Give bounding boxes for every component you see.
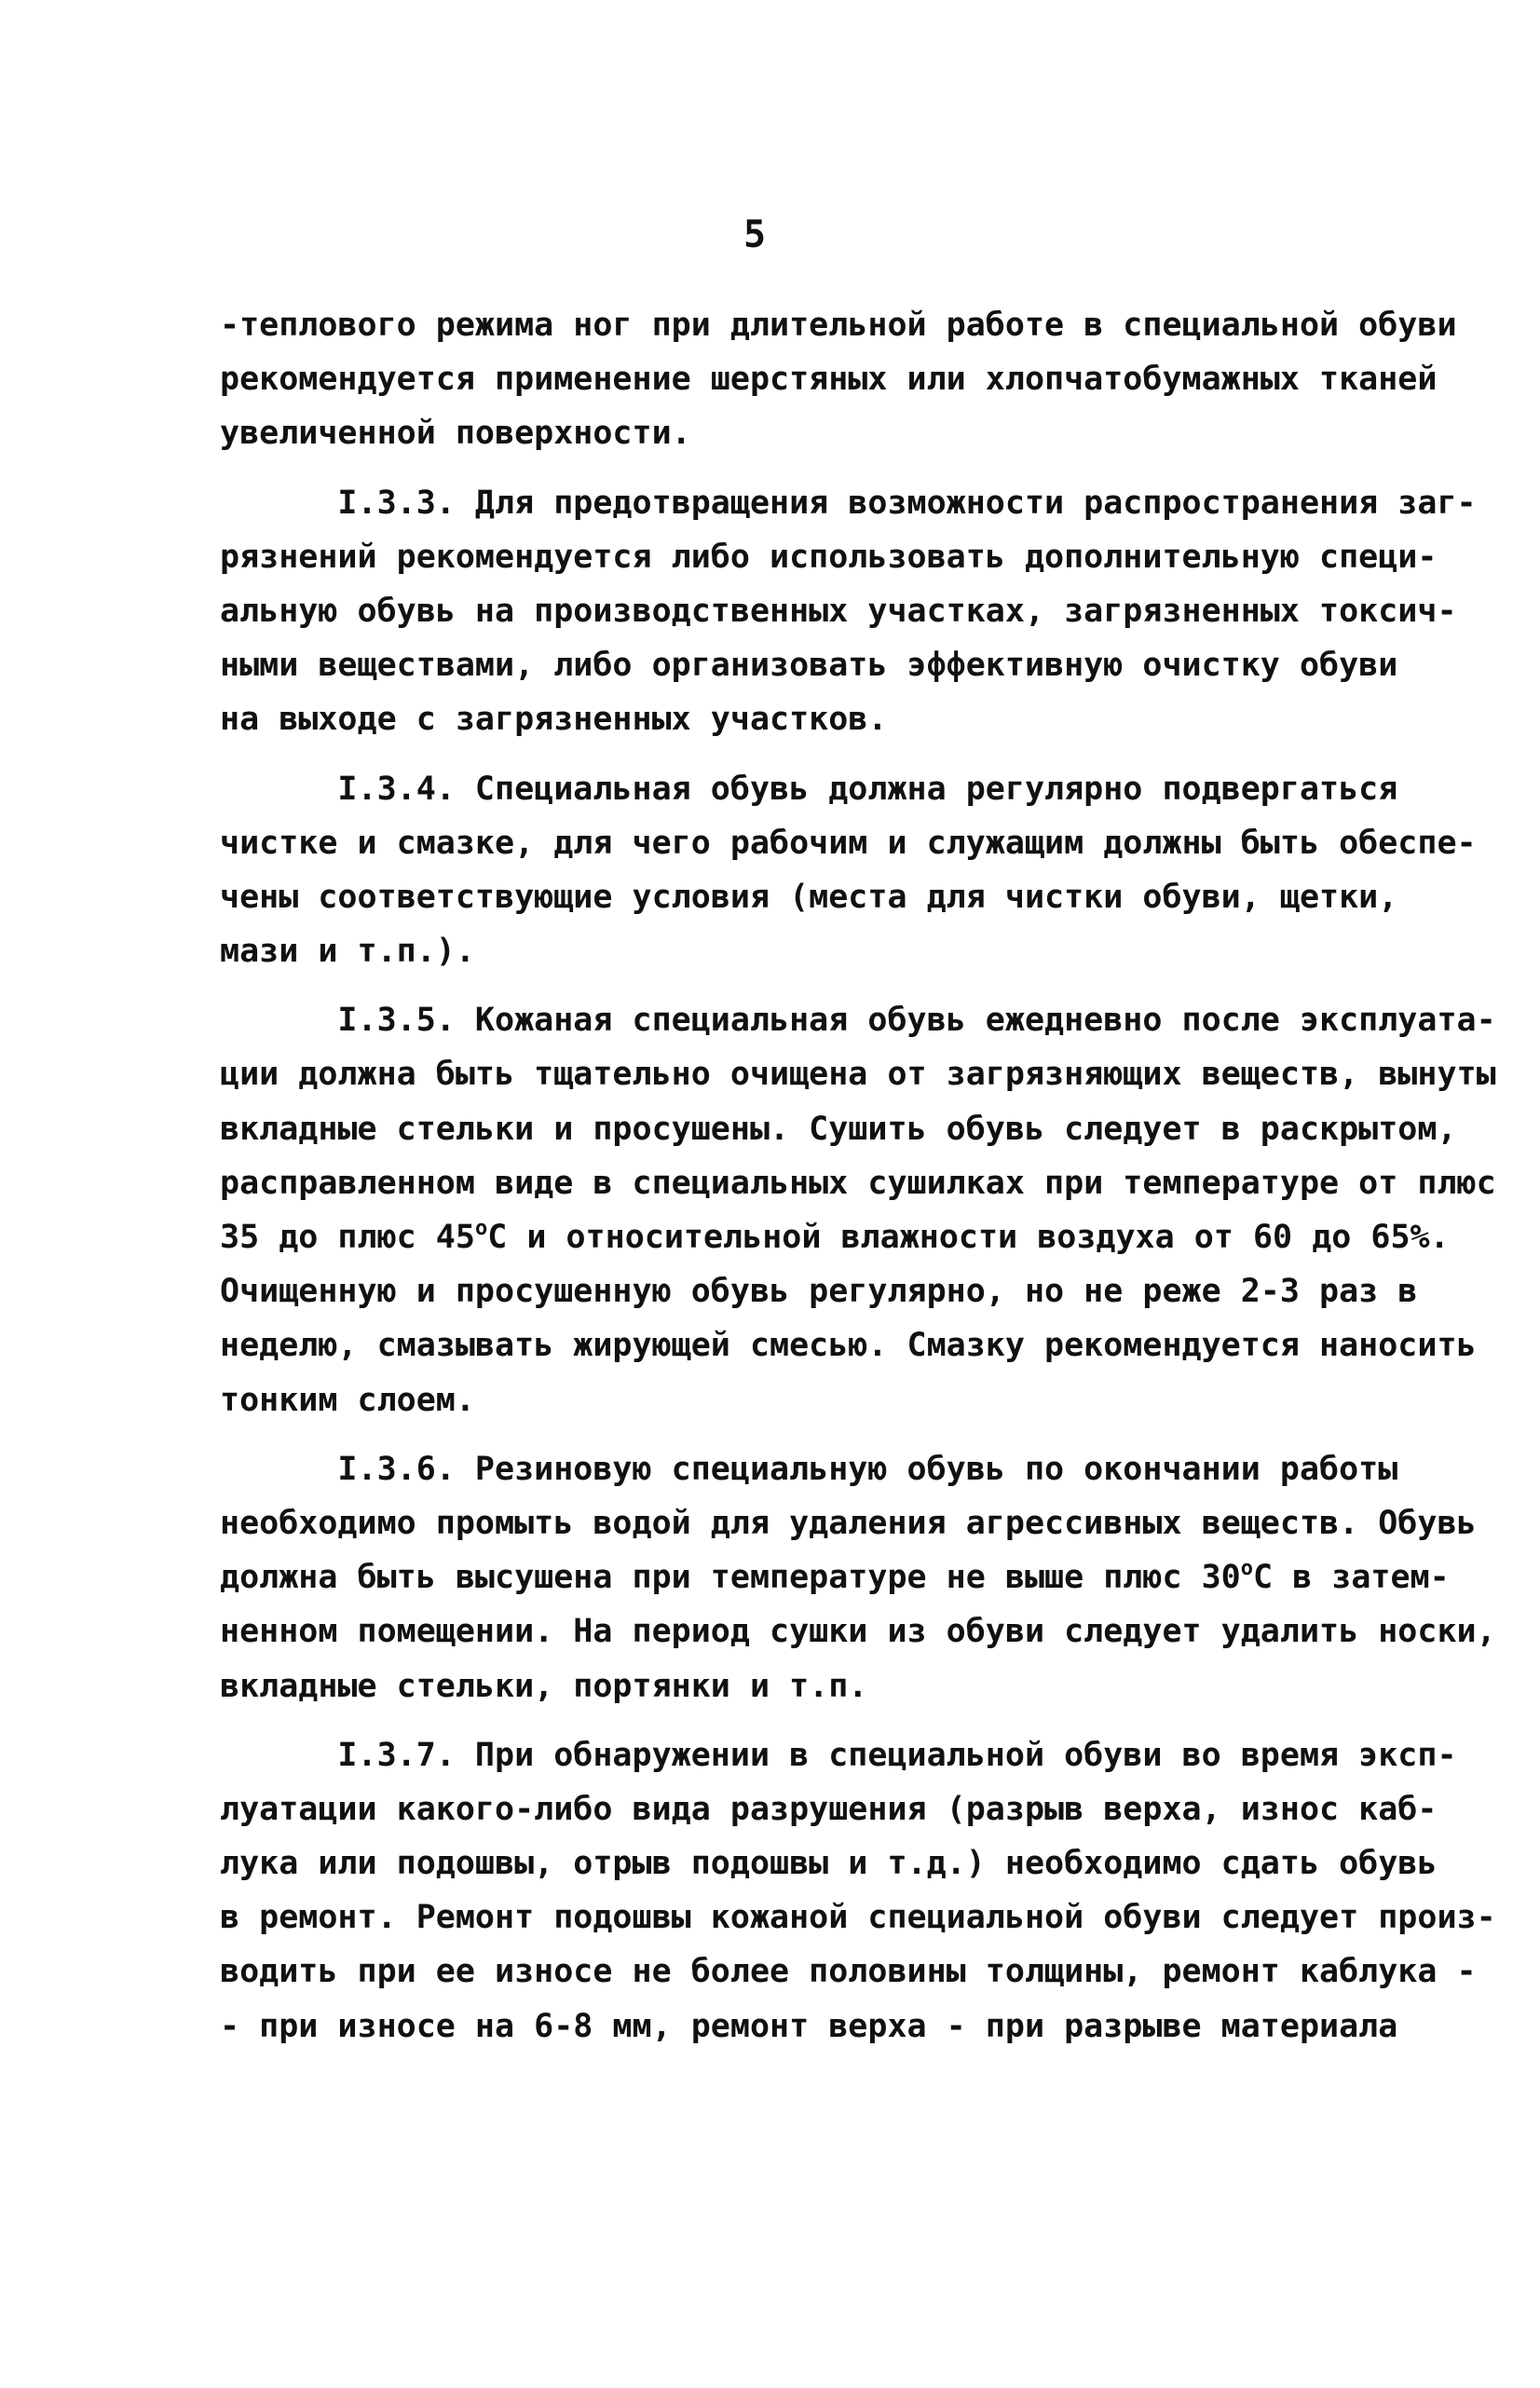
text-line: рязнений рекомендуется либо использовать дополнительную специ- <box>220 538 1438 576</box>
paragraph-gap <box>220 461 1338 476</box>
text-line: - при износе на 6-8 мм, ремонт верха - при разрыве материала <box>220 2007 1398 2045</box>
text-line: увеличенной поверхности. <box>220 415 691 453</box>
text-line: I.3.7. При обнаружении в специальной обуви во время эксп- <box>220 1736 1457 1774</box>
text-line: I.3.5. Кожаная специальная обувь ежедневно после эксплуата- <box>220 1002 1496 1040</box>
text-line: водить при ее износе не более половины толщины, ремонт каблука - <box>220 1953 1477 1991</box>
line-segment: С в затем- <box>1252 1559 1450 1597</box>
paragraph-gap <box>220 1713 1338 1728</box>
paragraph-gap <box>220 1427 1338 1442</box>
text-line: луатации какого-либо вида разрушения (разрыв верха, износ каб- <box>220 1790 1438 1828</box>
text-line: чены соответствующие условия (места для чистки обуви, щетки, <box>220 878 1398 916</box>
text-line: в ремонт. Ремонт подошвы кожаной специальной обуви следует произ- <box>220 1899 1496 1937</box>
paragraph-gap <box>220 978 1338 993</box>
text-line: вкладные стельки, портянки и т.п. <box>220 1667 868 1705</box>
text-line: тонким слоем. <box>220 1381 475 1419</box>
line-segment: С и относительной влажности воздуха от 60 до 65%. <box>487 1219 1450 1256</box>
line-segment: 35 до плюс 45 <box>220 1219 475 1256</box>
text-line: I.3.4. Специальная обувь должна регулярно подвергаться <box>220 770 1398 808</box>
text-line: на выходе с загрязненных участков. <box>220 701 888 739</box>
text-line <box>220 1210 1450 1264</box>
degree-superscript: о <box>1240 1557 1253 1581</box>
text-line: ции должна быть тщательно очищена от загрязняющих веществ, вынуты <box>220 1056 1496 1094</box>
text-line: ненном помещении. На период сушки из обуви следует удалить носки, <box>220 1613 1496 1651</box>
line-segment: должна быть высушена при температуре не выше плюс 30 <box>220 1559 1241 1597</box>
text-line: -теплового режима ног при длительной работе в специальной обуви <box>220 307 1457 344</box>
text-line <box>220 1550 1450 1604</box>
degree-superscript: о <box>474 1217 488 1240</box>
text-line: альную обувь на производственных участках, загрязненных токсич- <box>220 592 1457 630</box>
text-line: вкладные стельки и просушены. Сушить обувь следует в раскрытом, <box>220 1110 1457 1148</box>
body-text <box>220 298 1496 2054</box>
text-line: I.3.6. Резиновую специальную обувь по окончании работы <box>220 1450 1398 1488</box>
text-line: мази и т.п.). <box>220 933 475 971</box>
text-line: Очищенную и просушенную обувь регулярно, но не реже 2-3 раз в <box>220 1273 1418 1311</box>
text-line: неделю, смазывать жирующей смесью. Смазку рекомендуется наносить <box>220 1327 1477 1365</box>
text-line: необходимо промыть водой для удаления агрессивных веществ. Обувь <box>220 1504 1477 1542</box>
text-line: I.3.3. Для предотвращения возможности распространения заг- <box>220 484 1477 522</box>
text-line: лука или подошвы, отрыв подошвы и т.д.) необходимо сдать обувь <box>220 1845 1438 1883</box>
paragraph-gap <box>220 747 1338 762</box>
text-line: рекомендуется применение шерстяных или хлопчатобумажных тканей <box>220 361 1438 399</box>
text-line: расправленном виде в специальных сушилках при температуре от плюс <box>220 1164 1496 1202</box>
text-line: ными веществами, либо организовать эффективную очистку обуви <box>220 647 1398 685</box>
page-number: 5 <box>743 213 767 256</box>
text-line: чистке и смазке, для чего рабочим и служащим должны быть обеспе- <box>220 824 1477 862</box>
